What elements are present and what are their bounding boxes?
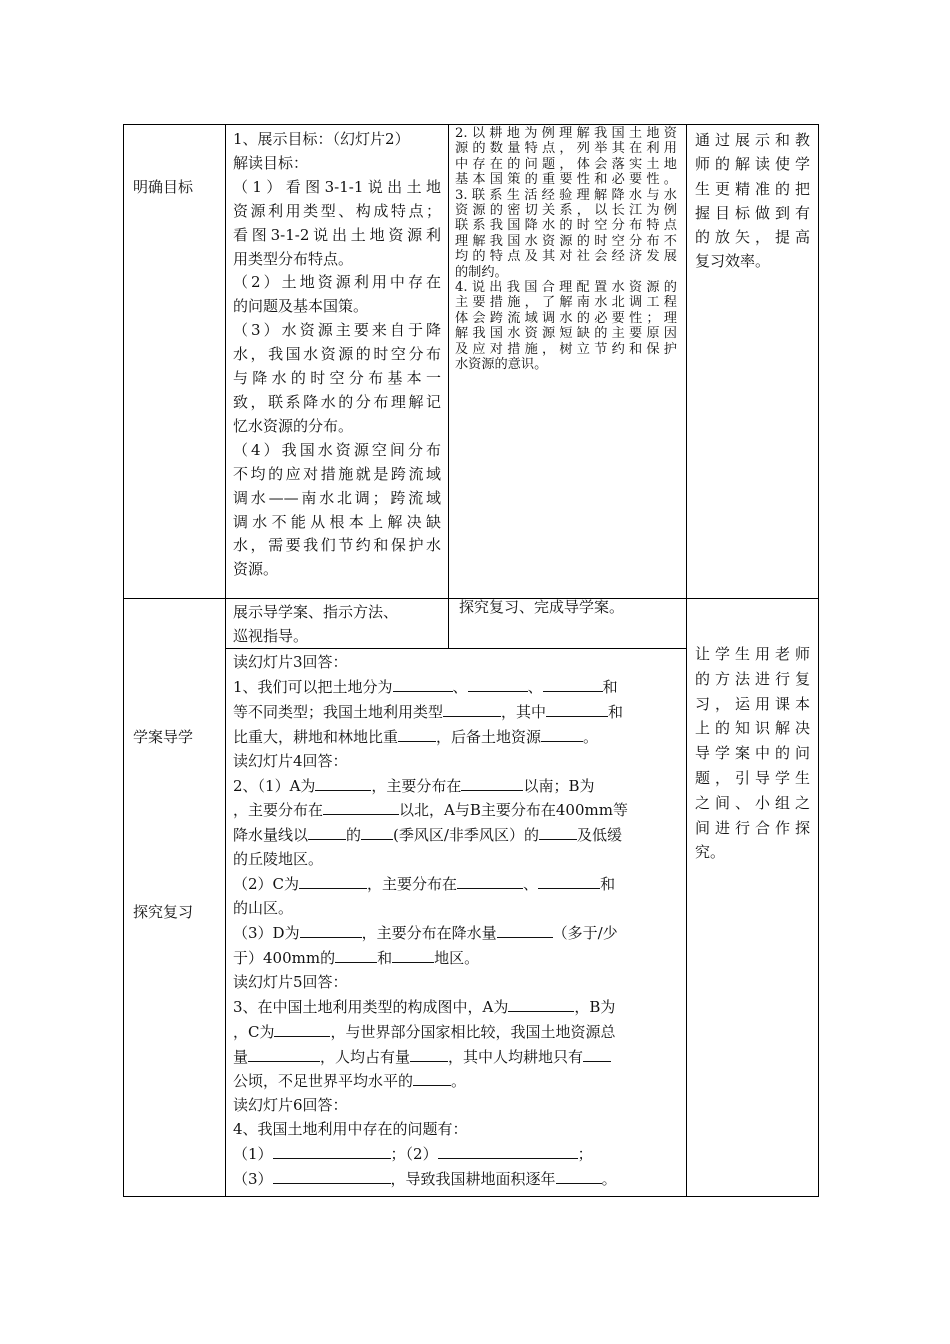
text-line: 4.说出我国合理配置水资源的 <box>455 280 677 296</box>
blank[interactable] <box>273 1167 391 1184</box>
question-text: 地区。 <box>434 948 480 967</box>
blank[interactable] <box>274 1020 330 1037</box>
blank[interactable] <box>393 675 453 692</box>
blank[interactable] <box>546 700 608 717</box>
design-intent-guided <box>695 642 810 865</box>
text-line: 主要措施，了解南水北调工程 <box>455 295 677 311</box>
text-line: 理解我国水资源的时空分布不 <box>455 233 677 249</box>
question-text: ，与世界部分国家相比较，我国土地资源总 <box>330 1022 616 1041</box>
question-text: 比重大，耕地和林地比重 <box>233 727 399 746</box>
blank[interactable] <box>335 946 377 963</box>
text-line: 水，我国水资源的时空分布 <box>233 345 441 364</box>
question-text: （3）D为 <box>233 923 300 942</box>
text-line: 究。 <box>695 843 726 862</box>
text-line: 之间、小组之 <box>695 793 810 812</box>
question-2-line-4: 的丘陵地区。 <box>233 850 324 869</box>
question-text: ； <box>577 1145 593 1164</box>
text-line: 资源利用类型、构成特点； <box>233 201 441 220</box>
question-text: （多于/少 <box>552 923 618 942</box>
question-text: （1） <box>233 1145 273 1164</box>
slide-prompt: 读幻灯片3回答： <box>233 653 348 671</box>
question-text: 的 <box>346 826 362 845</box>
blank[interactable] <box>556 1167 602 1184</box>
blank[interactable] <box>468 675 528 692</box>
text-line: 1、展示目标：（幻灯片2） <box>233 130 410 148</box>
text-line: 上的知识解决 <box>695 719 810 738</box>
text-line: 中存在的问题，体会落实土地 <box>455 156 677 172</box>
question-3-line-3 <box>233 1045 679 1070</box>
blank[interactable] <box>508 995 574 1012</box>
text-line: 体会跨流域调水的必要性；理 <box>455 310 677 326</box>
blank[interactable] <box>308 823 346 840</box>
question-text: 以北，A与B主要分布在400mm等 <box>399 801 628 820</box>
text-line: 致，联系降水的分布理解记 <box>233 392 441 411</box>
question-text: 及低缓 <box>576 826 622 845</box>
question-text: 和 <box>602 677 618 696</box>
text-line: 导学案中的问 <box>695 744 810 763</box>
teacher-activity-objectives <box>233 128 441 582</box>
question-4-line-2 <box>233 1142 679 1167</box>
design-intent-objectives <box>695 128 810 274</box>
text-line: 的问题及基本国策。 <box>233 297 369 316</box>
question-4-line-1: 4、我国土地利用中存在的问题有： <box>233 1120 468 1139</box>
table-border-bottom <box>123 1196 819 1197</box>
question-text: ，主要分布在 <box>367 875 458 894</box>
question-text: 。 <box>583 727 599 746</box>
question-text: ；（2） <box>390 1145 438 1164</box>
text-line: 让学生用老师 <box>695 645 810 663</box>
student-activity-objectives <box>455 126 677 373</box>
question-text: (季风区/非季风区）的 <box>393 826 539 845</box>
text-line: 忆水资源的分布。 <box>233 416 354 435</box>
question-text: ，后备土地资源 <box>436 727 542 746</box>
row-label-guided-study: 学案导学 <box>133 728 194 746</box>
question-text: 公顷，不足世界平均水平的 <box>233 1072 414 1091</box>
table-border-left <box>123 124 124 1197</box>
table-border-right <box>818 124 819 1197</box>
text-line: 及应对措施，树立节约和保护 <box>455 341 677 357</box>
text-line: 的制约。 <box>455 264 508 280</box>
blank[interactable] <box>497 921 553 938</box>
blank[interactable] <box>410 1045 448 1062</box>
blank[interactable] <box>438 1142 578 1159</box>
question-text: ，主要分布在降水量 <box>361 923 497 942</box>
text-line: 与降水的时空分布基本一 <box>233 369 441 388</box>
question-text: 于）400mm的 <box>233 948 336 967</box>
slide-prompt: 读幻灯片4回答： <box>233 751 348 770</box>
text-line: 基本国策的重要性和必要性。 <box>455 172 677 188</box>
text-line: 源的数量特点，列举其在利用 <box>455 141 677 157</box>
question-2-line-3 <box>233 823 679 848</box>
question-text: 量 <box>233 1047 249 1066</box>
text-line: 均的特点及其对社会经济发展 <box>455 249 677 265</box>
blank[interactable] <box>273 1142 391 1159</box>
text-line: 水，需要我们节约和保护水 <box>233 536 441 555</box>
blank[interactable] <box>543 675 603 692</box>
question-2-line-8 <box>233 946 679 971</box>
teacher-activity-guided <box>233 601 441 649</box>
worksheet-questions <box>233 651 679 1192</box>
blank[interactable] <box>299 872 367 889</box>
text-line: 调水——南水北调；跨流域 <box>233 488 441 507</box>
text-line: 题，引导学生 <box>695 768 810 787</box>
table-col-divider-1 <box>225 124 226 1197</box>
blank[interactable] <box>541 725 583 742</box>
student-activity-guided: 探究复习、完成导学案。 <box>459 598 625 616</box>
blank[interactable] <box>248 1045 320 1062</box>
blank[interactable] <box>315 774 371 791</box>
text-line: 的方法进行复 <box>695 669 810 688</box>
text-line: 握目标做到有 <box>695 203 810 222</box>
blank[interactable] <box>300 921 362 938</box>
question-text: ，其中 <box>501 702 547 721</box>
text-line: 资源。 <box>233 560 279 579</box>
question-3-line-2 <box>233 1020 679 1045</box>
question-text: 和 <box>608 702 624 721</box>
question-text: ，人均占有量 <box>320 1047 411 1066</box>
question-text: 降水量线以 <box>233 826 309 845</box>
question-text: 。 <box>601 1170 617 1189</box>
text-line: 调水不能从根本上解决缺 <box>233 512 441 531</box>
text-line: 用类型分布特点。 <box>233 249 354 268</box>
question-text: （2）C为 <box>233 875 300 894</box>
blank[interactable] <box>538 872 600 889</box>
blank[interactable] <box>323 798 399 815</box>
table-col-divider-3 <box>686 124 687 1197</box>
question-4-line-3 <box>233 1167 679 1192</box>
text-line: 3.联系生活经验理解降水与水 <box>455 187 677 203</box>
question-1-line-1 <box>233 675 679 700</box>
question-2-line-5 <box>233 872 679 897</box>
table-border-top <box>123 124 819 125</box>
row-label-inquiry-review: 探究复习 <box>133 903 194 921</box>
question-1-line-2 <box>233 700 679 725</box>
question-1-line-3 <box>233 725 679 750</box>
question-text: 等不同类型；我国土地利用类型 <box>233 702 444 721</box>
text-line: 水资源的意识。 <box>455 357 548 373</box>
question-text: 以南；B为 <box>523 776 595 795</box>
question-2-line-6: 的山区。 <box>233 899 294 918</box>
question-2-line-1 <box>233 774 679 799</box>
table-col-divider-2 <box>448 124 449 649</box>
question-text: （3） <box>233 1170 273 1189</box>
question-2-line-2 <box>233 798 679 823</box>
blank[interactable] <box>398 725 436 742</box>
text-line: （1）看图3-1-1说出土地 <box>233 177 441 196</box>
text-line: （2）土地资源利用中存在 <box>233 273 441 292</box>
text-line: 展示导学案、指示方法、 <box>233 603 399 621</box>
question-2-line-7 <box>233 921 679 946</box>
blank[interactable] <box>583 1045 611 1062</box>
question-text: 3、在中国土地利用类型的构成图中，A为 <box>233 997 509 1016</box>
text-line: 通过展示和教 <box>695 131 810 149</box>
text-line: 间进行合作探 <box>695 818 810 837</box>
text-line: （4）我国水资源空间分布 <box>233 440 441 459</box>
slide-prompt: 读幻灯片5回答： <box>233 972 348 991</box>
text-line: 复习效率。 <box>695 252 771 271</box>
text-line: 看图3-1-2说出土地资源利 <box>233 225 441 244</box>
blank[interactable] <box>457 872 523 889</box>
question-text: 、 <box>452 677 468 696</box>
blank[interactable] <box>413 1069 451 1086</box>
question-text: 、 <box>527 677 543 696</box>
question-text: 和 <box>600 875 616 894</box>
question-3-line-4 <box>233 1069 679 1094</box>
blank[interactable] <box>443 700 501 717</box>
question-text: ，主要分布在 <box>233 801 324 820</box>
text-line: （3）水资源主要来自于降 <box>233 321 441 340</box>
blank[interactable] <box>361 823 393 840</box>
question-text: 。 <box>451 1072 467 1091</box>
question-text: ，主要分布在 <box>371 776 462 795</box>
text-line: 解我国水资源短缺的主要原因 <box>455 326 677 342</box>
blank[interactable] <box>392 946 434 963</box>
text-line: 的放矢，提高 <box>695 228 810 247</box>
question-text: 、 <box>523 875 539 894</box>
blank[interactable] <box>539 823 577 840</box>
text-line: 习，运用课本 <box>695 694 810 713</box>
row-label-objectives: 明确目标 <box>133 178 194 196</box>
question-text: ，其中人均耕地只有 <box>448 1047 584 1066</box>
text-line: 联系我国降水的时空分布特点 <box>455 218 677 234</box>
text-line: 不均的应对措施就是跨流域 <box>233 464 441 483</box>
question-text: 1、我们可以把土地分为 <box>233 677 393 696</box>
question-3-line-1 <box>233 995 679 1020</box>
slide-prompt: 读幻灯片6回答： <box>233 1096 348 1115</box>
question-text: 2、（1）A为 <box>233 776 316 795</box>
question-text: ，B为 <box>574 997 616 1016</box>
blank[interactable] <box>461 774 523 791</box>
question-text: 和 <box>377 948 393 967</box>
text-line: 师的解读使学 <box>695 155 810 174</box>
text-line: 巡视指导。 <box>233 626 309 645</box>
question-text: ，C为 <box>233 1022 275 1041</box>
text-line: 生更精准的把 <box>695 179 810 198</box>
text-line: 解读目标： <box>233 153 309 172</box>
question-text: ，导致我国耕地面积逐年 <box>390 1170 556 1189</box>
text-line: 资源的密切关系，以长江为例 <box>455 203 677 219</box>
text-line: 2.以耕地为例理解我国土地资 <box>455 126 677 141</box>
